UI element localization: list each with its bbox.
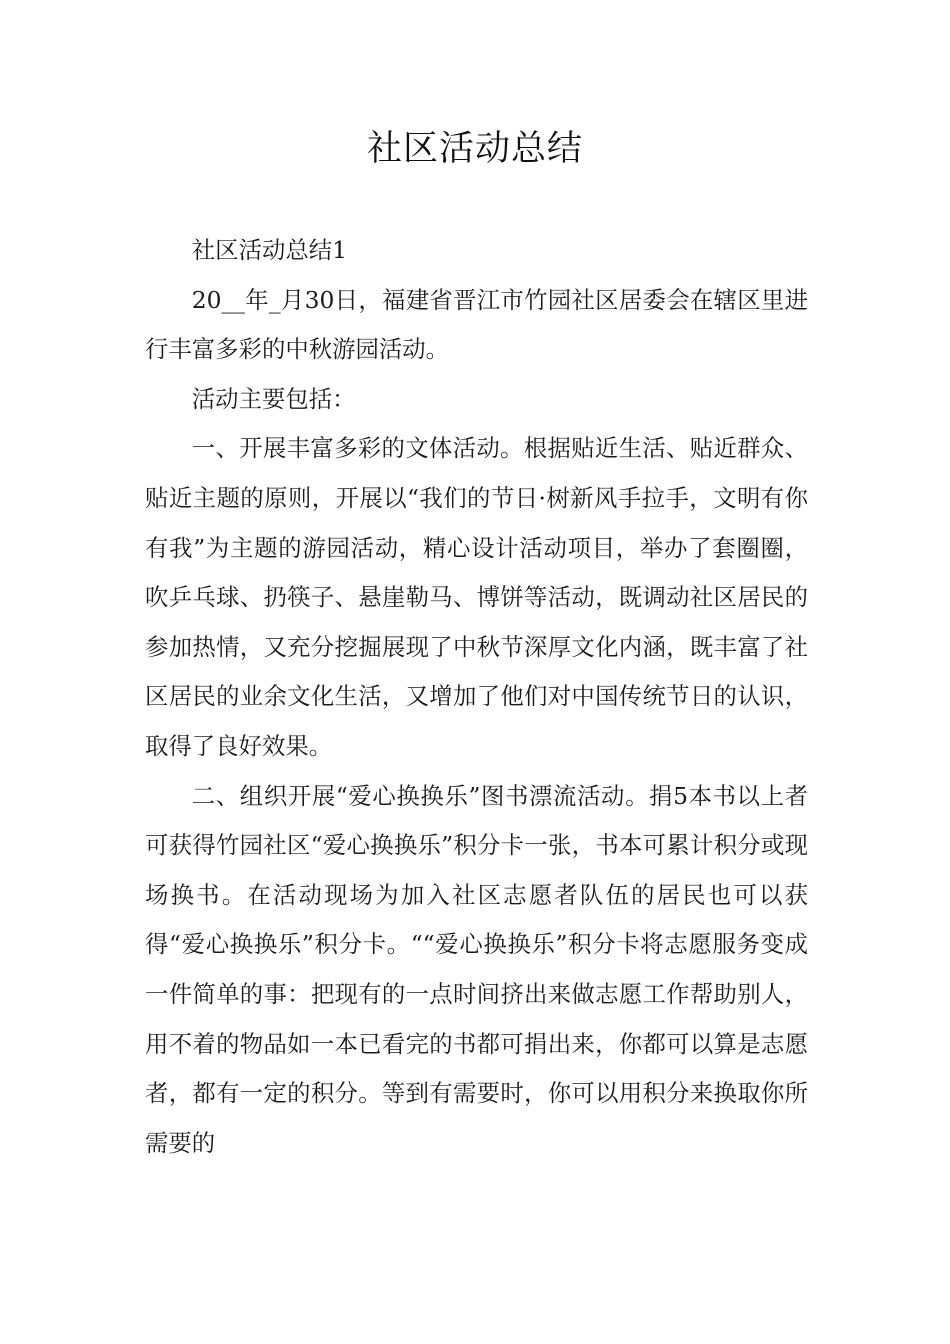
paragraph-heading: 社区活动总结1 [191,236,348,264]
paragraph-intro: 20__年_月30日，福建省晋江市竹园社区居委会在辖区里进行丰富多彩的中秋游园活动。 [145,285,808,364]
document-title: 社区活动总结 [366,129,583,169]
paragraph-section-one: 一、开展丰富多彩的文体活动。根据贴近生活、贴近群众、贴近主题的原则，开展以“我们的节日·树新风手拉手，文明有你有我”为主题的游园活动，精心设计活动项目，举办了套圈圈，吹乒乓球、扔筷子、悬崖勒马、博饼等活动，既调动社区居民的参加热情，又充分挖掘展现了中秋节深厚文化内涵，既丰富了社区居民的业余文化生活，又增加了他们对中国传统节日的认识，取得了良好效果。 [145,434,808,760]
document-body [145,226,808,1168]
paragraph-section-two: 二、组织开展“爱心换换乐”图书漂流活动。捐5本书以上者可获得竹园社区“爱心换换乐”积分卡一张，书本可累计积分或现场换书。在活动现场为加入社区志愿者队伍的居民也可以获得“爱心换换乐”积分卡。““爱心换换乐”积分卡将志愿服务变成一件简单的事：把现有的一点时间挤出来做志愿工作帮助别人，用不着的物品如一本已看完的书都可捐出来，你都可以算是志愿者，都有一定的积分。等到有需要时，你可以用积分来换取你所需要的 [145,781,808,1157]
paragraph-activities-lead: 活动主要包括： [191,384,356,413]
